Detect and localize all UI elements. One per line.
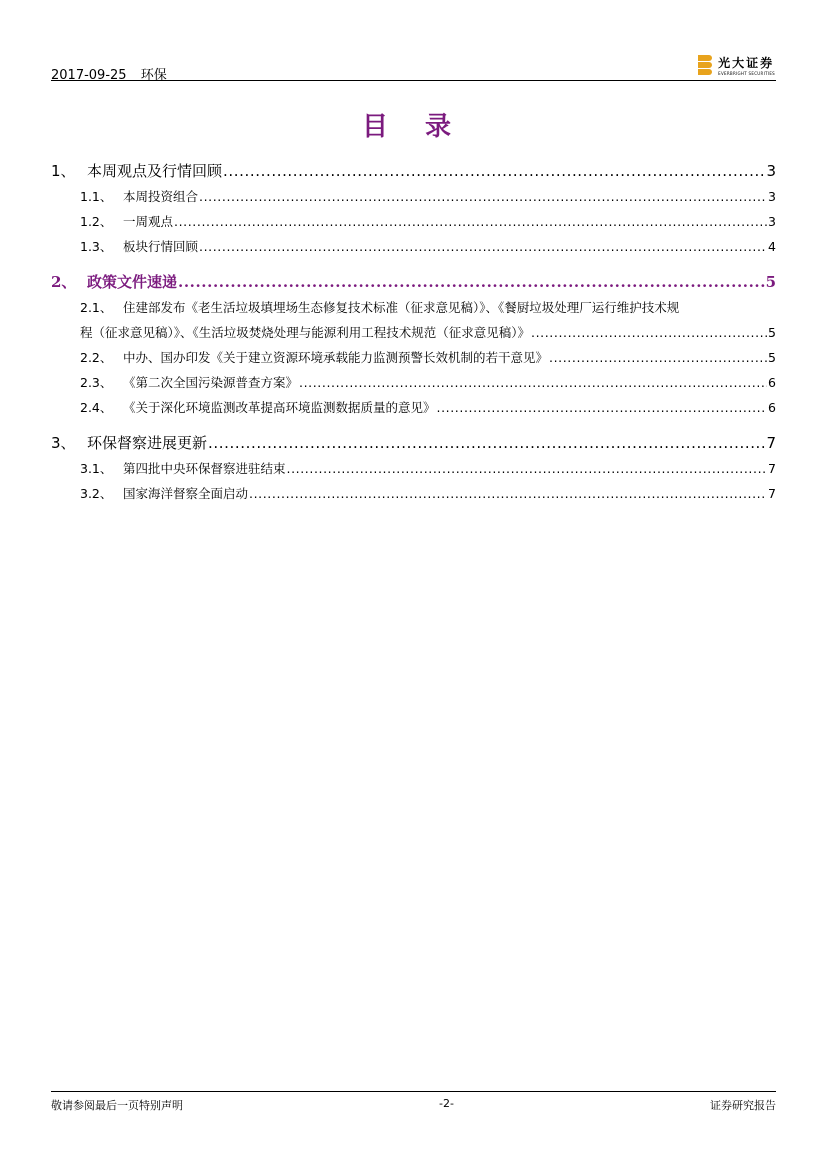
toc-entry-2-1[interactable]: [51, 295, 776, 320]
company-logo: [698, 53, 775, 77]
toc-leader: [174, 209, 767, 234]
toc-number: 1.3、: [80, 239, 113, 254]
toc-page: 4: [768, 239, 776, 254]
toc-leader: [249, 481, 767, 506]
toc-title: 《关于深化环境监测改革提高环境监测数据质量的意见》: [123, 400, 436, 415]
toc-title: 第四批中央环保督察进驻结束: [123, 461, 286, 476]
toc-number: 1.2、: [80, 214, 113, 229]
toc-number: 3.1、: [80, 461, 113, 476]
toc-title: 板块行情回顾: [123, 239, 199, 254]
report-sector: 环保: [140, 68, 167, 83]
page-number: -2-: [439, 1097, 454, 1110]
header-divider: [51, 80, 776, 81]
toc-title: 本周观点及行情回顾: [87, 162, 223, 180]
toc-number: 2.2、: [80, 350, 113, 365]
toc-leader: [208, 430, 765, 456]
toc-page: 5: [765, 273, 776, 291]
toc-title: 中办、国办印发《关于建立资源环境承载能力监测预警长效机制的若干意见》: [123, 350, 549, 365]
toc-entry-2-4[interactable]: [51, 395, 776, 420]
toc-page: 7: [768, 461, 776, 476]
page-footer: [51, 1097, 776, 1113]
toc-leader: [199, 184, 767, 209]
toc-leader: [223, 158, 765, 184]
toc-page: 5: [768, 325, 776, 340]
toc-page: 3: [768, 189, 776, 204]
toc-entry-3-2[interactable]: [51, 481, 776, 506]
toc-entry-2-3[interactable]: [51, 370, 776, 395]
toc-page: 5: [768, 350, 776, 365]
toc-number: 2、: [51, 273, 77, 291]
toc-page: 6: [768, 375, 776, 390]
report-type: 证券研究报告: [710, 1099, 776, 1112]
toc-page: 3: [766, 162, 776, 180]
toc-title: 国家海洋督察全面启动: [123, 486, 249, 501]
logo-name-en: EVERBRIGHT SECURITIES: [718, 71, 775, 76]
toc-title-line1: 住建部发布《老生活垃圾填埋场生态修复技术标准（征求意见稿）》、《餐厨垃圾处理厂运行维护技术规: [123, 300, 680, 315]
report-date: 2017-09-25: [51, 68, 127, 83]
toc-entry-1-3[interactable]: [51, 234, 776, 259]
toc-entry-1[interactable]: [51, 158, 776, 184]
toc-number: 2.1、: [80, 300, 113, 315]
table-of-contents: [51, 158, 776, 506]
toc-entry-2[interactable]: [51, 269, 776, 295]
toc-number: 3、: [51, 434, 76, 452]
toc-number: 1、: [51, 162, 76, 180]
toc-title: 一周观点: [123, 214, 174, 229]
toc-leader: [178, 269, 765, 295]
toc-number: 2.3、: [80, 375, 113, 390]
toc-entry-2-1-cont[interactable]: [51, 320, 776, 345]
toc-title: 本周投资组合: [123, 189, 199, 204]
toc-leader: [437, 395, 768, 420]
toc-page: 7: [768, 486, 776, 501]
toc-leader: [287, 456, 768, 481]
toc-page: 7: [766, 434, 776, 452]
disclaimer-note: 敬请参阅最后一页特别声明: [51, 1099, 183, 1112]
toc-title: 政策文件速递: [87, 273, 178, 291]
toc-page: 6: [768, 400, 776, 415]
toc-title: 环保督察进展更新: [87, 434, 208, 452]
toc-leader: [199, 234, 767, 259]
logo-icon: [698, 55, 712, 75]
footer-divider: [51, 1091, 776, 1092]
toc-number: 2.4、: [80, 400, 113, 415]
toc-leader: [299, 370, 767, 395]
toc-entry-1-1[interactable]: [51, 184, 776, 209]
toc-title-line2: 程（征求意见稿）》、《生活垃圾焚烧处理与能源利用工程技术规范（征求意见稿）》: [80, 325, 531, 340]
logo-name-cn: 光大证券: [718, 56, 775, 70]
toc-number: 3.2、: [80, 486, 113, 501]
toc-leader: [549, 345, 767, 370]
toc-page: 3: [768, 214, 776, 229]
toc-leader: [531, 320, 767, 345]
toc-entry-2-2[interactable]: [51, 345, 776, 370]
toc-number: 1.1、: [80, 189, 113, 204]
toc-title: 《第二次全国污染源普查方案》: [123, 375, 299, 390]
toc-entry-1-2[interactable]: [51, 209, 776, 234]
page-title: 目 录: [361, 112, 466, 142]
toc-entry-3-1[interactable]: [51, 456, 776, 481]
toc-entry-3[interactable]: [51, 430, 776, 456]
